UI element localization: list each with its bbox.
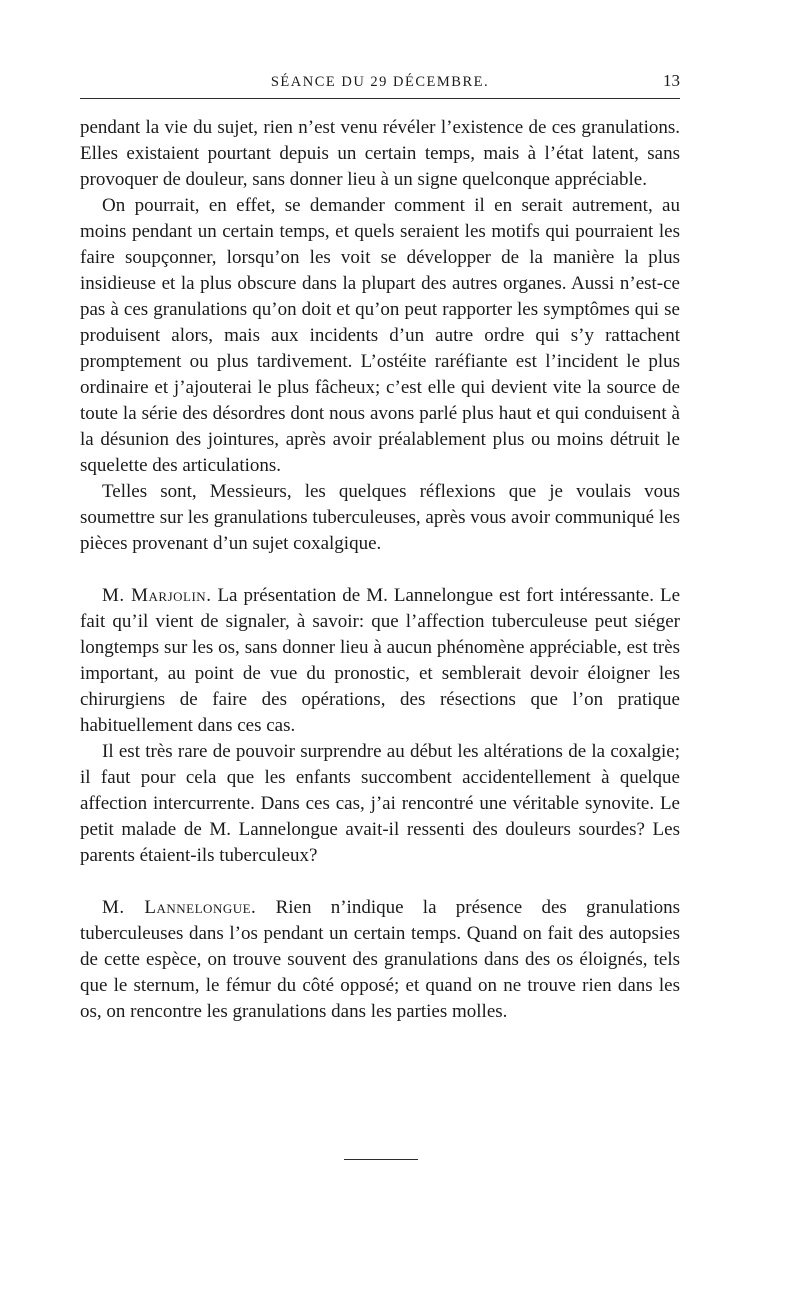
running-head: SÉANCE DU 29 DÉCEMBRE. [270, 74, 490, 90]
marjolin-paragraph [80, 583, 680, 739]
section-end-rule [344, 1159, 418, 1160]
book-page [80, 64, 681, 1022]
speech-text: La présentation de M. Lannelongue est fort intéressante. Le fait qu’il vient de signaler, à savoir: que l’affection tuberculeuse peut siéger longtemps sur les os, sans donner lieu à aucun phénomène appréciable, est très important, au point de vue du pronostic, et semblerait devoir éloigner les chirurgiens de faire des opérations, des résections que l’on pratique habituellement dans ces cas. [80, 585, 681, 736]
paragraph: Telles sont, Messieurs, les quelques réflexions que je voulais vous soumettre sur les granulations tuberculeuses, après vous avoir communiqué les pièces provenant d’un sujet coxalgique. [80, 481, 680, 554]
header-rule [80, 98, 680, 99]
page-header [80, 64, 680, 94]
paragraph-continuation: pendant la vie du sujet, rien n’est venu révéler l’existence de ces granulations. Elles existaient pourtant depuis un certain temps, mais à l’état latent, sans provoquer de douleur, sans donner lieu à un signe quelconque appréciable. [80, 117, 680, 190]
body-text [80, 115, 680, 1025]
page-number: 13 [663, 71, 680, 90]
speech-text: Rien n’indique la présence des granulations tuberculeuses dans l’os pendant un certain temps. Quand on fait des autopsies de cette espèce, on trouve souvent des granulations dans des os éloignés, tels que le sternum, le fémur du côté opposé; et quand on ne trouve rien dans les os, on rencontre les granulations dans les parties molles. [80, 897, 680, 1022]
lannelongue-paragraph [80, 895, 680, 1025]
speaker-name: M. Marjolin. [102, 585, 212, 606]
paragraph: On pourrait, en effet, se demander comment il en serait autrement, au moins pendant un certain temps, et quels seraient les motifs qui pourraient les faire soupçonner, lorsqu’on les voit se développer de la manière la plus insidieuse et la plus obscure dans la plupart des autres organes. Aussi n’est-ce pas à ces granulations qu’on doit et qu’on peut rapporter les symptômes qui se produisent alors, mais aux incidents d’un autre ordre qui s’y rattachent promptement ou plus tardivement. L’ostéite raréfiante est l’incident le plus ordinaire et j’ajouterai le plus fâcheux; c’est elle qui devient vite la source de toute la série des désordres dont nous avons parlé plus haut et qui conduisent à la désunion des jointures, après avoir préalablement plus ou moins détruit le squelette des articulations. [80, 195, 680, 476]
paragraph: Il est très rare de pouvoir surprendre au début les altérations de la coxalgie; il faut pour cela que les enfants succombent accidentellement à quelque affection intercurrente. Dans ces cas, j’ai rencontré une véritable synovite. Le petit malade de M. Lannelongue avait-il ressenti des douleurs sourdes? Les parents étaient-ils tuberculeux? [80, 741, 680, 866]
speaker-name: M. Lannelongue. [102, 897, 257, 918]
